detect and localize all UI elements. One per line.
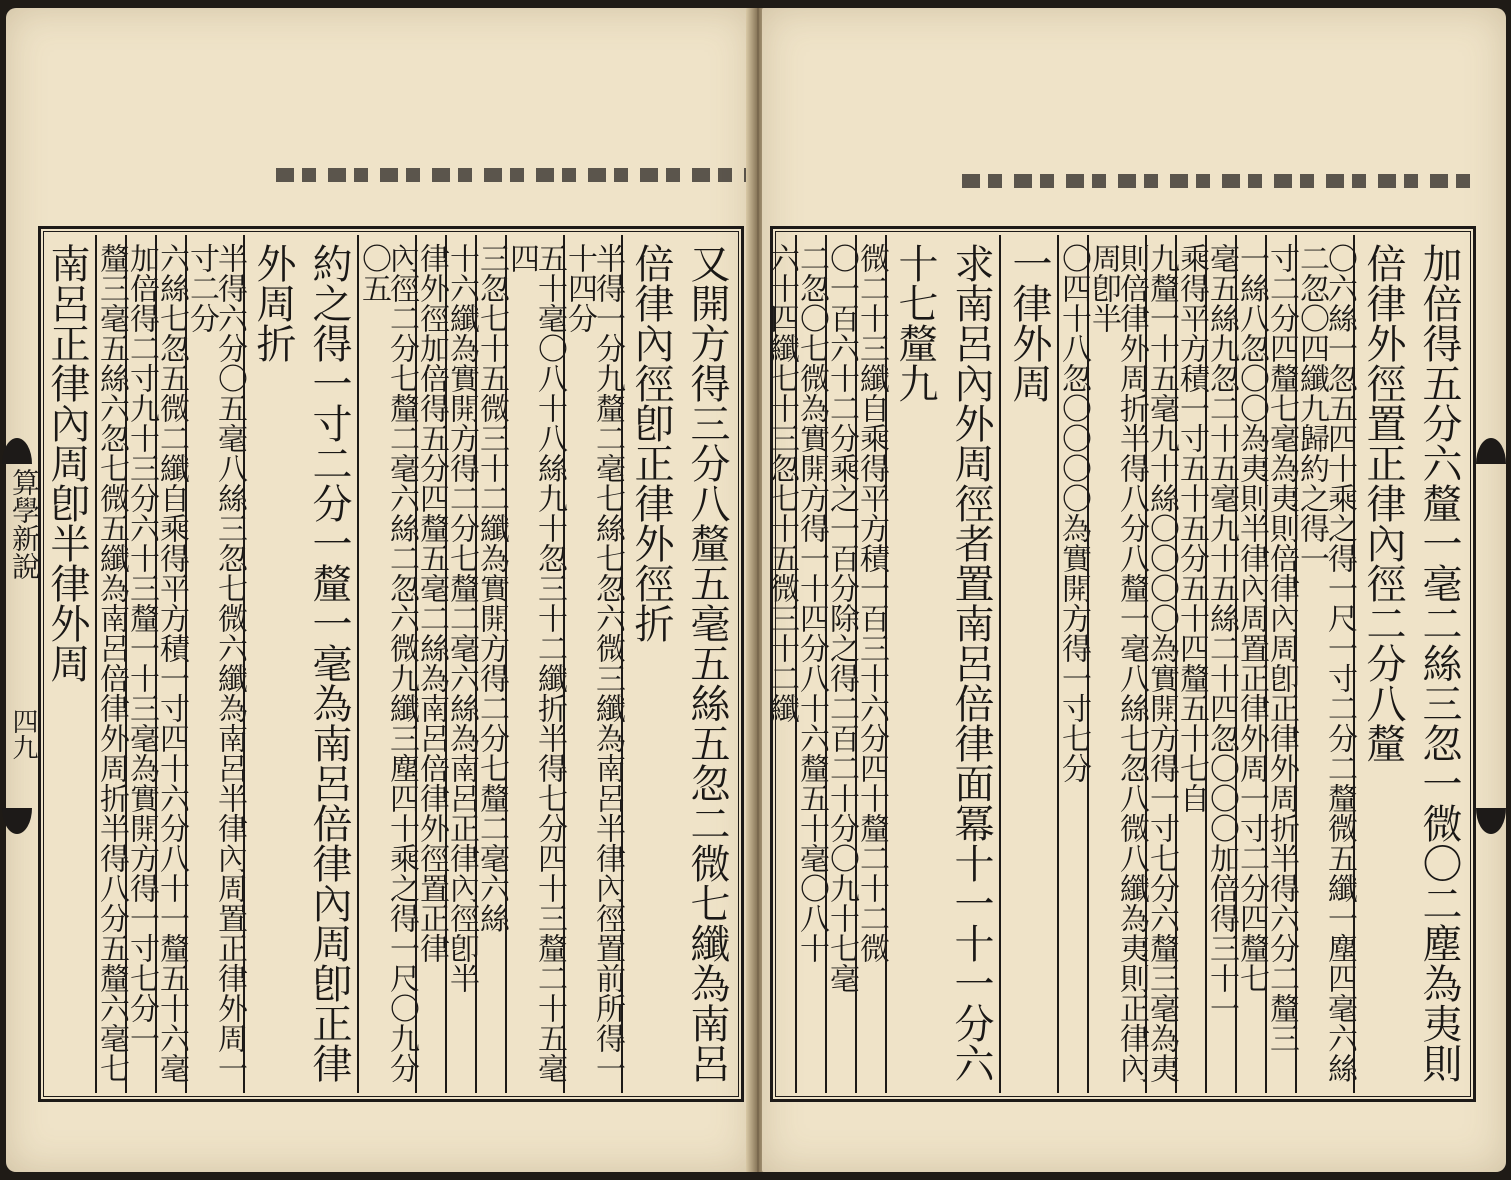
left-page-column-11: 加倍得二寸九十三分六十三釐一十三毫為實開方得一寸七分一 — [125, 235, 155, 1093]
top-ink-band-right — [962, 174, 1482, 188]
right-page-column-15: 六十四纖七十三忽七十五微三十二纖 — [764, 243, 799, 723]
right-page-column-11: 求南呂內外周徑者置南呂倍律面冪十一十一分六十七釐九 — [885, 235, 999, 1093]
page-number-label: 四九 — [8, 708, 38, 760]
right-page-column-12: 微二十三纖自乘得平方積一百三十六分四十釐二十二微 — [855, 235, 885, 1093]
left-page-column-12: 釐三毫五絲六忽七微五纖為南呂倍律外周折半得八分五釐六毫七 — [95, 235, 125, 1093]
left-page-column-6: 律外徑加倍得五分四釐五毫二絲為南呂倍律外徑置正律 — [415, 235, 445, 1093]
right-page — [762, 8, 1506, 1172]
left-page-column-7: 內徑二分七釐二毫六絲二忽六微九纖三塵四十乘之得一尺〇九分〇五 — [357, 235, 415, 1093]
right-page-column-2: 〇六絲一忽五四十乘之得一尺一寸二分二釐微五纖一塵四毫六絲二忽〇四纖九歸約之得一 — [1295, 235, 1353, 1093]
left-page-column-5: 十六纖為實開方得二分七釐二毫六絲為南呂正律內徑卽半 — [445, 235, 475, 1093]
left-page-frame — [38, 226, 744, 1102]
right-page-column-13: 〇一百六十二分乘之一百分除之得二百二十分〇九十七毫 — [825, 235, 855, 1093]
left-page-column-9: 半得六分〇五毫八絲三忽七微六纖為南呂半律內周置正律外周一寸二分 — [185, 235, 243, 1093]
right-page-column-6: 乘得平方積一寸五十五分五十四釐五十七自 — [1175, 235, 1205, 1093]
right-page-frame — [764, 226, 1476, 1102]
top-ink-band — [276, 168, 746, 182]
right-page-column-1: 加倍得五分六釐一毫二絲三忽一微〇二塵為夷則倍律外徑置正律內徑二分八釐 — [1353, 235, 1467, 1093]
left-page-column-13: 南呂正律內周卽半律外周 — [44, 243, 90, 683]
right-page-column-8: 則倍律外周折半得八分八釐一毫八絲七忽八微八纖為夷則正律內周卽半 — [1087, 235, 1145, 1093]
right-text-columns — [764, 235, 1467, 1093]
left-text-columns — [44, 235, 735, 1093]
left-page-column-3: 五十毫〇八十八絲九十忽三十二纖折半得七分四十三釐二十五毫四 — [505, 235, 563, 1093]
right-page-column-4: 一絲八忽〇〇為夷則半律內周置正律外周一寸二分四釐七 — [1235, 235, 1265, 1093]
left-page-column-1: 又開方得三分八釐五毫五絲五忽二微七纖為南呂倍律內徑卽正律外徑折 — [621, 235, 735, 1093]
right-page-column-3: 寸二分四釐七毫為夷則倍律內周卽正律外周折半得六分二釐三 — [1265, 235, 1295, 1093]
left-page-column-10: 六絲七忽五微二纖自乘得平方積一寸四十六分八十一釐五十六毫 — [155, 235, 185, 1093]
right-page-column-14: 二忽〇七微為實開方得一十四分八十六釐五十毫〇八十 — [795, 235, 825, 1093]
right-page-column-9: 〇四十八忽〇〇〇〇為實開方得一寸七分 — [1057, 235, 1087, 1093]
right-page-column-5: 毫五絲九忽二十五毫九十五絲二十四忽〇〇〇加倍得三十一 — [1205, 235, 1235, 1093]
left-fish-tail-icon — [2, 438, 41, 838]
left-page-column-2: 半得一分九釐二毫七絲七忽六微三纖為南呂半律內徑置前所得一十四分 — [563, 235, 621, 1093]
left-page — [6, 8, 752, 1172]
right-page-column-7: 九釐一十五毫九十絲〇〇〇〇為實開方得一寸七分六釐三毫為夷 — [1145, 235, 1175, 1093]
right-fish-tail-icon — [1476, 438, 1506, 838]
right-page-column-10: 一律外周 — [999, 235, 1057, 1093]
book-title-label: 算學新說 — [8, 468, 41, 580]
left-page-column-8: 約之得一寸二分一釐一毫為南呂倍律內周卽正律外周折 — [243, 235, 357, 1093]
left-page-column-4: 三忽七十五微三十二纖為實開方得二分七釐二毫六絲 — [475, 235, 505, 1093]
